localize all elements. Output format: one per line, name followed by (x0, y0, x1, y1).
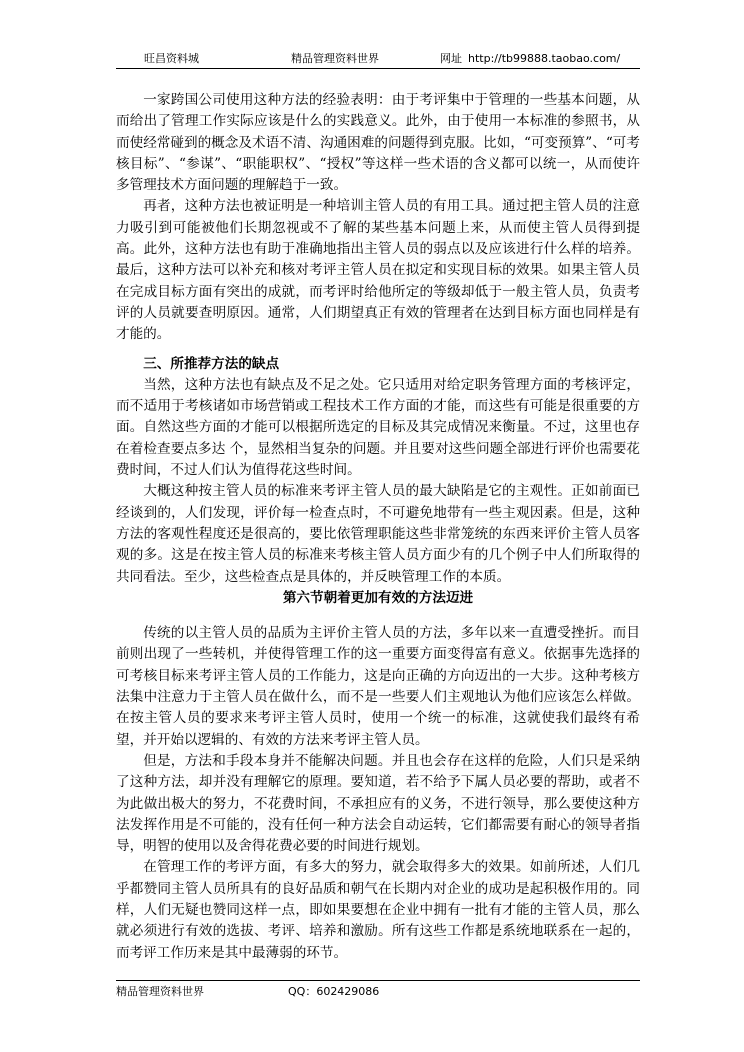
header-site-name: 旺昌资料城 (144, 52, 199, 65)
page-header (116, 50, 640, 69)
paragraph-4: 大概这种按主管人员的标准来考评主管人员的最大缺陷是它的主观性。正如前面已经谈到的，人们发现，评价每一检查点时，不可避免地带有一些主观因素。但是，这种方法的客观性程度还是很高的，要比依管理职能这些非常笼统的东西来评价主管人员客观的多。这是在按主管人员的标准来考核主管人员方面少有的几个例子中人们所取得的共同看法。至少，这些检查点是具体的，并反映管理工作的本质。 (116, 483, 640, 585)
document-body (116, 90, 640, 964)
paragraph-7: 在管理工作的考评方面，有多大的努力，就会取得多大的效果。如前所述，人们几乎都赞同主管人员所具有的良好品质和朝气在长期内对企业的成功是起积极作用的。同样，人们无疑也赞同这样一点，即如果要想在企业中拥有一批有才能的主管人员，那么就必须进行有效的选拔、考评、培养和激励。所有这些工作都是系统地联系在一起的，而考评工作历来是其中最薄弱的环节。 (116, 859, 640, 961)
header-center-title: 精品管理资料世界 (291, 52, 379, 65)
paragraph-5: 传统的以主管人员的品质为主评价主管人员的方法，多年以来一直遭受挫折。而目前则出现了一些转机，并使得管理工作的这一重要方面变得富有意义。依据事先选择的可考核目标来考评主管人员的工作能力，这是向正确的方向迈出的一大步。这种考核方法集中注意力于主管人员在做什么，而不是一些要人们主观地认为他们应该怎么样做。在按主管人员的要求来考评主管人员时，使用一个统一的标准，这就使我们最终有希望，并开始以逻辑的、有效的方法来考评主管人员。 (116, 625, 640, 748)
paragraph-2: 再者，这种方法也被证明是一种培训主管人员的有用工具。通过把主管人员的注意力吸引到可能被他们长期忽视或不了解的某些基本问题上来，从而使主管人员得到提高。此外，这种方法也有助于准确地指出主管人员的弱点以及应该进行什么样的培养。最后，这种方法可以补充和核对考评主管人员在拟定和实现目标的效果。如果主管人员在完成目标方面有突出的成就，而考评时给他所定的等级却低于一般主管人员，负责考评的人员就要查明原因。通常，人们期望真正有效的管理者在达到目标方面也同样是有才能的。 (116, 198, 640, 343)
paragraph-3: 当然，这种方法也有缺点及不足之处。它只适用对给定职务管理方面的考核评定，而不适用于考核诸如市场营销或工程技术工作方面的才能，而这些有可能是很重要的方面。自然这些方面的才能可以根据所选定的目标及其完成情况来衡量。不过，这里也存在着检查要点多达 个，显然相当复杂的问题。并且要对这些问题全部进行评价也需要花费时间，不过人们认为值得花这些时间。 (116, 376, 640, 479)
header-url-link[interactable]: http://tb99888.taobao.com/ (468, 52, 621, 65)
footer-site-name: 精品管理资料世界 (116, 985, 204, 998)
header-url-label: 网址 (440, 52, 462, 65)
section-title: 第六节朝着更加有效的方法迈进 (282, 589, 474, 606)
footer-qq: QQ：602429086 (288, 985, 380, 998)
page-footer (116, 980, 640, 999)
paragraph-1: 一家跨国公司使用这种方法的经验表明：由于考评集中于管理的一些基本问题，从而给出了管理工作实际应该是什么的实践意义。此外，由于使用一本标准的参照书，从而使经常碰到的概念及术语不清、沟通困难的问题得到克服。比如，“可变预算”、“可考核目标”、“参谋”、“职能职权”、“授权”等这样一些术语的含义都可以统一，从而使许多管理技术方面问题的理解趋于一致。 (116, 92, 640, 194)
paragraph-6: 但是，方法和手段本身并不能解决问题。并且也会存在这样的危险，人们只是采纳了这种方法，却并没有理解它的原理。要知道，若不给予下属人员必要的帮助，或者不为此做出极大的努力，不花费时间，不承担应有的义务，不进行领导，那么要使这种方法发挥作用是不可能的，没有任何一种方法会自动运转，它们都需要有耐心的领导者指导，明智的使用以及舍得花费必要的时间进行规划。 (116, 752, 640, 855)
subsection-heading: 三、所推荐方法的缺点 (143, 355, 280, 372)
